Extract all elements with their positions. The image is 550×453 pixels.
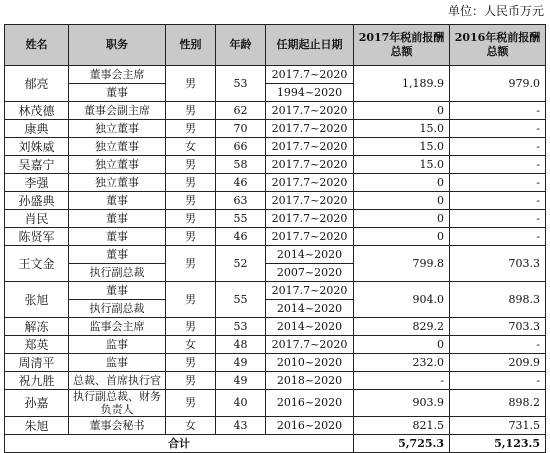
cell-name: 孙嘉: [5, 390, 69, 417]
table-row: [5, 120, 546, 138]
cell-gender: 男: [166, 120, 216, 138]
table-row: [5, 417, 546, 435]
cell-gender: 男: [166, 282, 216, 318]
cell-position: 监事: [69, 354, 166, 372]
cell-pay-2017: 0: [354, 174, 450, 192]
cell-term: 2017.7~2020: [266, 174, 354, 192]
cell-term: 2014~2020: [266, 300, 354, 318]
table-row: [5, 318, 546, 336]
cell-age: 49: [216, 354, 266, 372]
cell-pay-2017: -: [354, 372, 450, 390]
cell-age: 46: [216, 228, 266, 246]
unit-note: 单位：人民币万元: [447, 4, 544, 18]
cell-name: 周清平: [5, 354, 69, 372]
cell-pay-2016: -: [450, 210, 546, 228]
cell-position: 董事: [69, 246, 166, 264]
header-gender: 性别: [166, 25, 216, 66]
cell-pay-2017: 15.0: [354, 156, 450, 174]
table-row: [5, 156, 546, 174]
cell-gender: 男: [166, 174, 216, 192]
cell-pay-2017: 904.0: [354, 282, 450, 318]
cell-age: 46: [216, 174, 266, 192]
cell-name: 郑英: [5, 336, 69, 354]
cell-age: 55: [216, 210, 266, 228]
cell-name: 祝九胜: [5, 372, 69, 390]
compensation-table: [4, 24, 546, 453]
cell-pay-2016: -: [450, 120, 546, 138]
cell-gender: 男: [166, 192, 216, 210]
cell-term: 2017.7~2020: [266, 192, 354, 210]
cell-position: 独立董事: [69, 138, 166, 156]
cell-pay-2017: 232.0: [354, 354, 450, 372]
cell-position: 独立董事: [69, 120, 166, 138]
table-row: [5, 228, 546, 246]
cell-name: 郁亮: [5, 66, 69, 102]
cell-term: 2017.7~2020: [266, 120, 354, 138]
cell-gender: 男: [166, 66, 216, 102]
cell-position: 董事: [69, 228, 166, 246]
cell-pay-2017: 903.9: [354, 390, 450, 417]
cell-position: 董事: [69, 210, 166, 228]
cell-name: 肖民: [5, 210, 69, 228]
cell-gender: 女: [166, 336, 216, 354]
cell-age: 52: [216, 246, 266, 282]
cell-term: 2007~2020: [266, 264, 354, 282]
cell-term: 2017.7~2020: [266, 228, 354, 246]
cell-pay-2016: -: [450, 138, 546, 156]
cell-term: 2018~2020: [266, 372, 354, 390]
header-term: 任期起止日期: [266, 25, 354, 66]
table-row: [5, 102, 546, 120]
cell-name: 孙盛典: [5, 192, 69, 210]
cell-pay-2017: 0: [354, 228, 450, 246]
cell-term: 2017.7~2020: [266, 138, 354, 156]
header-pay-2017: 2017年税前报酬总额: [354, 25, 450, 66]
table-row: [5, 174, 546, 192]
cell-pay-2016: 703.3: [450, 318, 546, 336]
cell-pay-2016: 703.3: [450, 246, 546, 282]
table-row: [5, 246, 546, 264]
cell-age: 53: [216, 318, 266, 336]
cell-term: 2017.7~2020: [266, 282, 354, 300]
total-pay-2017: 5,725.3: [354, 435, 450, 453]
cell-term: 2017.7~2020: [266, 156, 354, 174]
cell-name: 林茂德: [5, 102, 69, 120]
cell-pay-2016: -: [450, 336, 546, 354]
cell-position: 董事: [69, 282, 166, 300]
header-row: [5, 25, 546, 66]
cell-position: 独立董事: [69, 156, 166, 174]
total-row: [5, 435, 546, 453]
cell-gender: 男: [166, 102, 216, 120]
cell-age: 62: [216, 102, 266, 120]
cell-position: 董事: [69, 192, 166, 210]
cell-gender: 男: [166, 390, 216, 417]
cell-gender: 男: [166, 372, 216, 390]
cell-gender: 女: [166, 138, 216, 156]
cell-name: 张旭: [5, 282, 69, 318]
cell-name: 陈贤军: [5, 228, 69, 246]
cell-position: 独立董事: [69, 174, 166, 192]
cell-name: 刘姝威: [5, 138, 69, 156]
cell-pay-2016: 979.0: [450, 66, 546, 102]
cell-age: 43: [216, 417, 266, 435]
cell-position: 总裁、首席执行官: [69, 372, 166, 390]
cell-pay-2017: 821.5: [354, 417, 450, 435]
table-row: [5, 372, 546, 390]
cell-term: 2017.7~2020: [266, 336, 354, 354]
cell-age: 63: [216, 192, 266, 210]
cell-position: 监事: [69, 336, 166, 354]
cell-name: 李强: [5, 174, 69, 192]
cell-pay-2016: -: [450, 156, 546, 174]
cell-age: 40: [216, 390, 266, 417]
cell-pay-2017: 15.0: [354, 138, 450, 156]
cell-pay-2016: -: [450, 102, 546, 120]
cell-term: 2017.7~2020: [266, 66, 354, 84]
cell-name: 解冻: [5, 318, 69, 336]
cell-term: 1994~2020: [266, 84, 354, 102]
cell-term: 2016~2020: [266, 390, 354, 417]
cell-gender: 男: [166, 318, 216, 336]
cell-position: 监事会主席: [69, 318, 166, 336]
cell-position: 董事: [69, 84, 166, 102]
cell-pay-2016: -: [450, 228, 546, 246]
cell-name: 朱旭: [5, 417, 69, 435]
table-row: [5, 390, 546, 417]
cell-gender: 男: [166, 246, 216, 282]
cell-pay-2017: 15.0: [354, 120, 450, 138]
cell-position: 董事会秘书: [69, 417, 166, 435]
header-name: 姓名: [5, 25, 69, 66]
cell-age: 49: [216, 372, 266, 390]
table-row: [5, 192, 546, 210]
cell-age: 70: [216, 120, 266, 138]
cell-position: 执行副总裁: [69, 300, 166, 318]
cell-pay-2016: 898.3: [450, 282, 546, 318]
cell-position: 执行副总裁、财务负责人: [69, 390, 166, 417]
cell-term: 2014~2020: [266, 246, 354, 264]
cell-pay-2017: 0: [354, 336, 450, 354]
header-position: 职务: [69, 25, 166, 66]
cell-pay-2017: 1,189.9: [354, 66, 450, 102]
cell-gender: 女: [166, 417, 216, 435]
cell-age: 53: [216, 66, 266, 102]
cell-position: 董事会主席: [69, 66, 166, 84]
cell-term: 2010~2020: [266, 354, 354, 372]
cell-age: 58: [216, 156, 266, 174]
cell-age: 55: [216, 282, 266, 318]
cell-gender: 男: [166, 156, 216, 174]
total-label: 合计: [5, 435, 354, 453]
cell-pay-2016: -: [450, 372, 546, 390]
cell-gender: 男: [166, 228, 216, 246]
cell-pay-2017: 829.2: [354, 318, 450, 336]
cell-term: 2016~2020: [266, 417, 354, 435]
table-row: [5, 138, 546, 156]
table-body: [5, 66, 546, 453]
cell-pay-2017: 0: [354, 102, 450, 120]
table-row: [5, 210, 546, 228]
cell-gender: 男: [166, 354, 216, 372]
header-age: 年龄: [216, 25, 266, 66]
cell-pay-2016: 209.9: [450, 354, 546, 372]
cell-pay-2017: 0: [354, 210, 450, 228]
cell-pay-2017: 0: [354, 192, 450, 210]
cell-age: 66: [216, 138, 266, 156]
cell-pay-2016: -: [450, 192, 546, 210]
cell-term: 2017.7~2020: [266, 102, 354, 120]
cell-position: 执行副总裁: [69, 264, 166, 282]
cell-name: 康典: [5, 120, 69, 138]
cell-gender: 男: [166, 210, 216, 228]
cell-pay-2016: -: [450, 174, 546, 192]
table-row: [5, 66, 546, 84]
table-row: [5, 336, 546, 354]
cell-pay-2016: 731.5: [450, 417, 546, 435]
header-pay-2016: 2016年税前报酬总额: [450, 25, 546, 66]
table-row: [5, 354, 546, 372]
cell-term: 2014~2020: [266, 318, 354, 336]
cell-term: 2017.7~2020: [266, 210, 354, 228]
cell-name: 吴嘉宁: [5, 156, 69, 174]
cell-age: 48: [216, 336, 266, 354]
cell-pay-2017: 799.8: [354, 246, 450, 282]
table-row: [5, 282, 546, 300]
cell-name: 王文金: [5, 246, 69, 282]
cell-pay-2016: 898.2: [450, 390, 546, 417]
cell-position: 董事会副主席: [69, 102, 166, 120]
total-pay-2016: 5,123.5: [450, 435, 546, 453]
